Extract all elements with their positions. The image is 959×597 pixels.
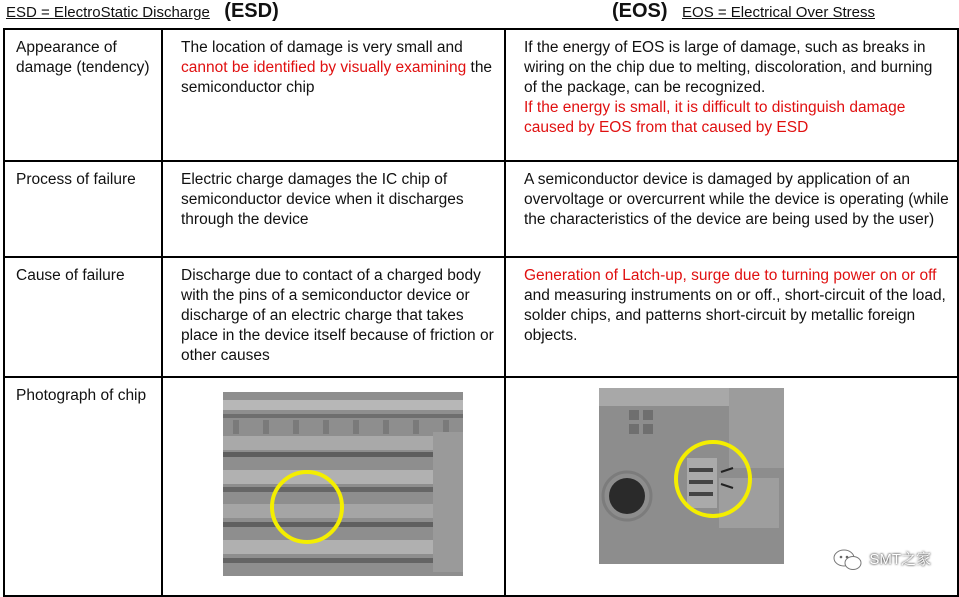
wechat-icon xyxy=(833,549,863,571)
table-row-cause xyxy=(4,257,958,377)
eos-cause-cell: Generation of Latch-up, surge due to turning power on or off and measuring instruments on or off., short-circuit of the load, solder chips, and patterns short-circuit by metallic foreign objects. xyxy=(505,257,958,377)
esd-process-cell: Electric charge damages the IC chip of semiconductor device when it discharges through the device xyxy=(162,161,505,257)
eos-chip-photo xyxy=(599,388,784,564)
comparison-table xyxy=(3,28,959,597)
row-label-cause: Cause of failure xyxy=(4,257,162,377)
eos-header xyxy=(602,0,875,28)
esd-definition: ESD = ElectroStatic Discharge xyxy=(6,4,210,21)
esd-appearance-cell: The location of damage is very small and cannot be identified by visually examining the semiconductor chip xyxy=(162,29,505,161)
eos-photo-cell xyxy=(505,377,958,596)
table-row-photo xyxy=(4,377,958,596)
watermark xyxy=(833,549,931,571)
eos-title: (EOS) xyxy=(612,0,668,22)
eos-definition: EOS = Electrical Over Stress xyxy=(682,4,875,21)
row-label-photo: Photograph of chip xyxy=(4,377,162,596)
watermark-text: SMT之家 xyxy=(869,551,931,568)
row-label-process: Process of failure xyxy=(4,161,162,257)
eos-appearance-cell: If the energy of EOS is large of damage, such as breaks in wiring on the chip due to melting, discoloration, and burning of the package, can be recognized. If the energy is small, it is difficult to distinguish damage caused by EOS from that caused by ESD xyxy=(505,29,958,161)
row-label-appearance: Appearance of damage (tendency) xyxy=(4,29,162,161)
table-row-appearance xyxy=(4,29,958,161)
table-row-process xyxy=(4,161,958,257)
eos-process-cell: A semiconductor device is damaged by application of an overvoltage or overcurrent while the device is operating (while the characteristics of the device are being used by the user) xyxy=(505,161,958,257)
esd-chip-photo xyxy=(223,392,463,576)
esd-header xyxy=(6,0,289,28)
esd-photo-cell xyxy=(162,377,505,596)
esd-title: (ESD) xyxy=(224,0,279,22)
esd-cause-cell: Discharge due to contact of a charged body with the pins of a semiconductor device or discharge of an electric charge that takes place in the device itself because of friction or other causes xyxy=(162,257,505,377)
